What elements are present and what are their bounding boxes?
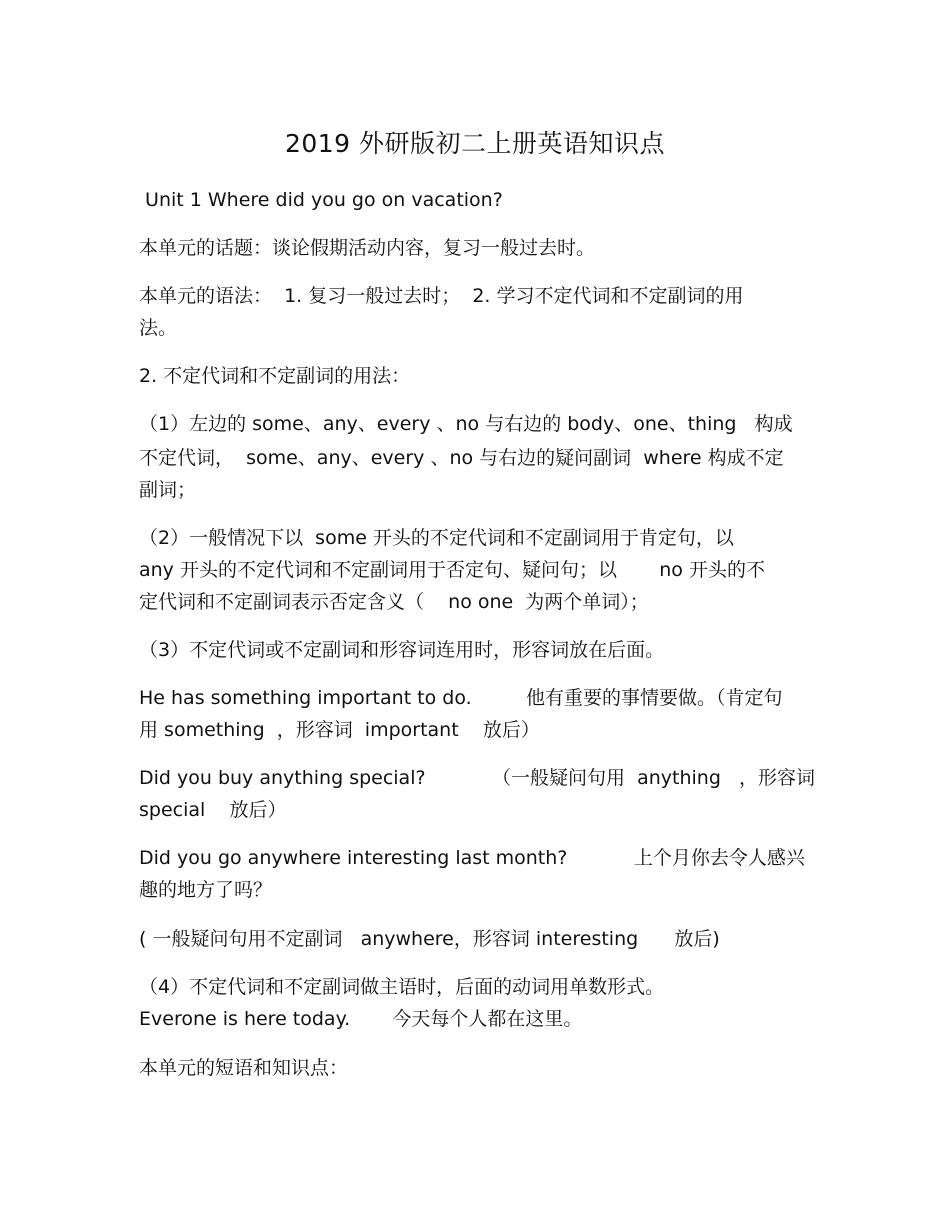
rule1-line-2: 不定代词， some、any、every 、no 与右边的疑问副词 where 构成不定	[139, 447, 784, 469]
example1-line-1: He has something important to do. 他有重要的事情要做。（肯定句	[139, 687, 783, 709]
example1-line-2: 用 something ，形容词 important 放后）	[139, 719, 540, 741]
grammar-line-2: 法。	[139, 317, 178, 339]
rule1-line-3: 副词；	[139, 479, 197, 501]
grammar-line-1: 本单元的语法： 1. 复习一般过去时； 2. 学习不定代词和不定副词的用	[139, 285, 744, 307]
phrases-heading: 本单元的短语和知识点：	[139, 1057, 349, 1079]
example2-line-2: special 放后）	[139, 799, 287, 821]
rule4-line-2: Everone is here today. 今天每个人都在这里。	[139, 1008, 583, 1030]
unit-heading: Unit 1 Where did you go on vacation?	[139, 189, 503, 211]
usage-heading: 2. 不定代词和不定副词的用法：	[139, 365, 411, 387]
example3-note: ( 一般疑问句用不定副词 anywhere，形容词 interesting 放后)	[139, 928, 720, 950]
example2-line-1: Did you buy anything special? （一般疑问句用 anything ，形容词	[139, 767, 816, 789]
topic-paragraph: 本单元的话题：谈论假期活动内容，复习一般过去时。	[139, 237, 596, 259]
rule4-line-1: （4）不定代词和不定副词做主语时，后面的动词用单数形式。	[139, 976, 665, 998]
document-title: 2019 外研版初二上册英语知识点	[284, 129, 666, 158]
rule2-line-1: （2）一般情况下以 some 开头的不定代词和不定副词用于肯定句，以	[139, 527, 734, 549]
rule2-line-2: any 开头的不定代词和不定副词用于否定句、疑问句；以 no 开头的不	[139, 559, 765, 581]
rule2-line-3: 定代词和不定副词表示否定含义（ no one 为两个单词）；	[139, 591, 649, 613]
rule3-paragraph: （3）不定代词或不定副词和形容词连用时，形容词放在后面。	[139, 639, 665, 661]
example3-line-2: 趣的地方了吗？	[139, 879, 273, 901]
rule1-line-1: （1）左边的 some、any、every 、no 与右边的 body、one、thing 构成	[139, 413, 793, 435]
example3-line-1: Did you go anywhere interesting last month? 上个月你去令人感兴	[139, 847, 805, 869]
